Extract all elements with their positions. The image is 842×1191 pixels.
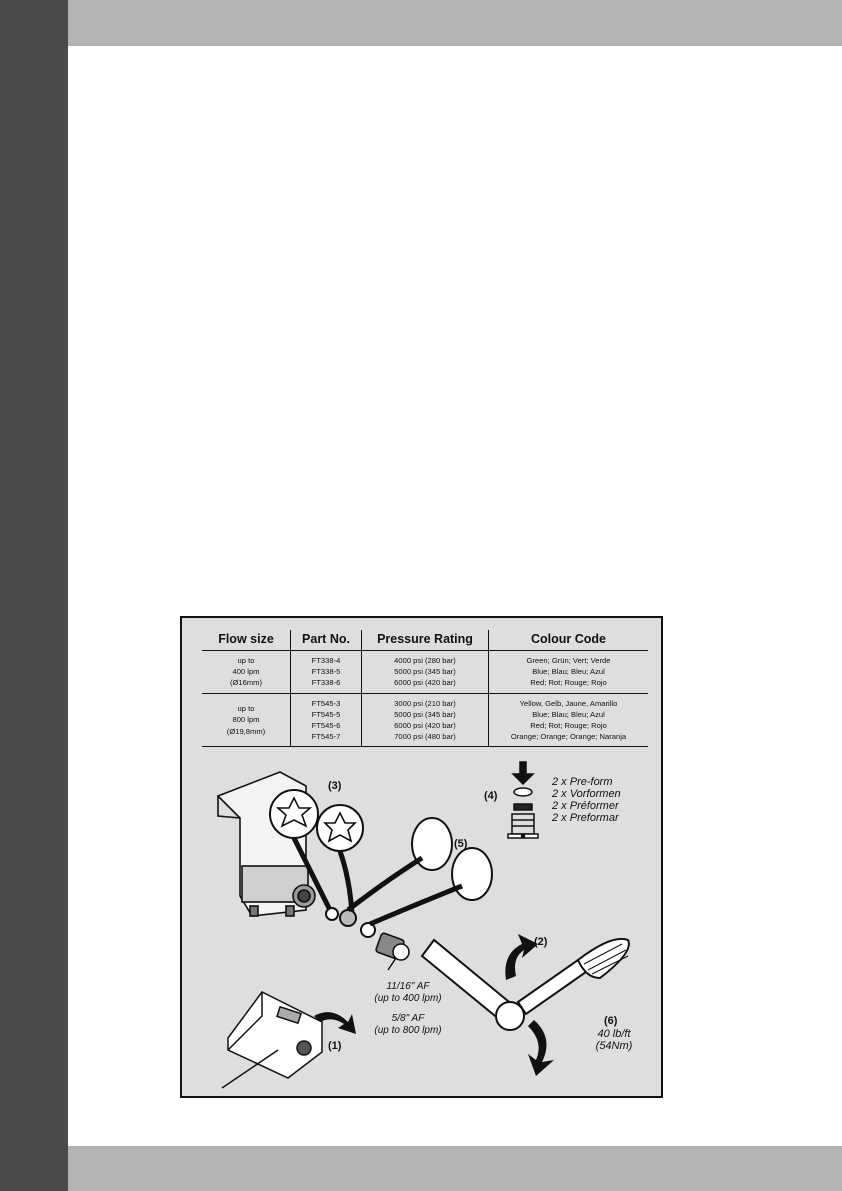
cell-line: 6000 psi (420 bar): [394, 678, 456, 688]
cell-line: 400 lpm: [232, 667, 260, 677]
header-flow-size: Flow size: [202, 630, 291, 651]
cell-line: 7000 psi (480 bar): [394, 732, 456, 742]
cell-line: 4000 psi (280 bar): [394, 656, 456, 665]
assembly-figure: [180, 616, 663, 1098]
cell-line: FT545-3: [311, 698, 341, 708]
socket-large-range: (up to 800 lpm): [374, 1025, 442, 1036]
nozzle-icon: [375, 932, 409, 960]
preform-line: 2 x Pre-form: [552, 776, 613, 788]
cell-line: up to: [237, 656, 255, 665]
cell-line: 5000 psi (345 bar): [394, 667, 456, 677]
manifold-block-icon: [222, 992, 322, 1088]
cell-line: Orange; Orange; Orange; Naranja: [510, 732, 627, 742]
cell-line: Blue; Blau; Bleu; Azul: [532, 667, 605, 677]
callout-1: (1): [328, 1040, 342, 1052]
bonded-seal-icon: [340, 910, 356, 926]
cell-line: 800 lpm: [232, 715, 260, 725]
seal-icon: [270, 790, 318, 838]
header-pressure-rating: Pressure Rating: [362, 630, 489, 651]
footer-band: [68, 1146, 842, 1191]
seal-icon: [317, 805, 363, 851]
cell-line: FT545-7: [311, 732, 341, 742]
cell-line: up to: [237, 704, 255, 714]
cell-line: FT338-5: [311, 667, 341, 677]
leader-line: [370, 886, 462, 924]
disc-icon: [452, 848, 492, 900]
left-sidebar-band: [0, 0, 68, 1191]
o-ring-icon: [326, 908, 338, 920]
cell-line: FT545-5: [311, 709, 341, 719]
socket-small-range: (up to 400 lpm): [374, 993, 442, 1004]
cell-line: 6000 psi (420 bar): [394, 721, 456, 731]
pointer-arrow: [388, 958, 396, 970]
rotate-arrow-icon: [528, 1020, 554, 1076]
cell-line: Red; Rot; Rouge; Rojo: [530, 721, 607, 731]
callout-4: (4): [484, 790, 498, 802]
cell-line: Green; Grün; Vert; Verde: [526, 656, 611, 665]
header-part-no: Part No.: [291, 630, 362, 651]
socket-small-size: 11/16" AF: [386, 981, 430, 992]
callout-2: (2): [534, 936, 548, 948]
preform-press-icon: [508, 762, 538, 838]
torque-metric: (54Nm): [595, 1040, 633, 1052]
leader-line: [340, 851, 352, 914]
torque-value: 40 lb/ft: [597, 1028, 631, 1040]
cell-line: FT545-6: [311, 721, 341, 731]
callout-6: (6): [604, 1015, 618, 1027]
cell-line: 3000 psi (210 bar): [394, 698, 456, 708]
leader-line: [348, 858, 422, 910]
cell-line: FT338-6: [311, 678, 341, 688]
assembly-drawing: [182, 618, 661, 1096]
preform-line: 2 x Préformer: [552, 800, 619, 812]
preform-line: 2 x Vorformen: [552, 788, 621, 800]
cell-line: (Ø16mm): [229, 678, 263, 688]
cell-line: 5000 psi (345 bar): [394, 709, 456, 719]
cell-line: (Ø19,8mm): [226, 726, 266, 736]
callout-5: (5): [454, 838, 468, 850]
cell-line: Yellow, Gelb, Jaune, Amarillo: [519, 698, 618, 708]
header-band: [68, 0, 842, 46]
socket-large-size: 5/8" AF: [391, 1013, 425, 1024]
header-colour-code: Colour Code: [489, 630, 649, 651]
preform-line: 2 x Preformar: [552, 812, 619, 824]
callout-3: (3): [328, 780, 342, 792]
cell-line: Blue; Blau; Bleu; Azul: [532, 709, 605, 719]
cell-line: Red; Rot; Rouge; Rojo: [530, 678, 607, 688]
cell-line: FT338-4: [311, 656, 341, 665]
